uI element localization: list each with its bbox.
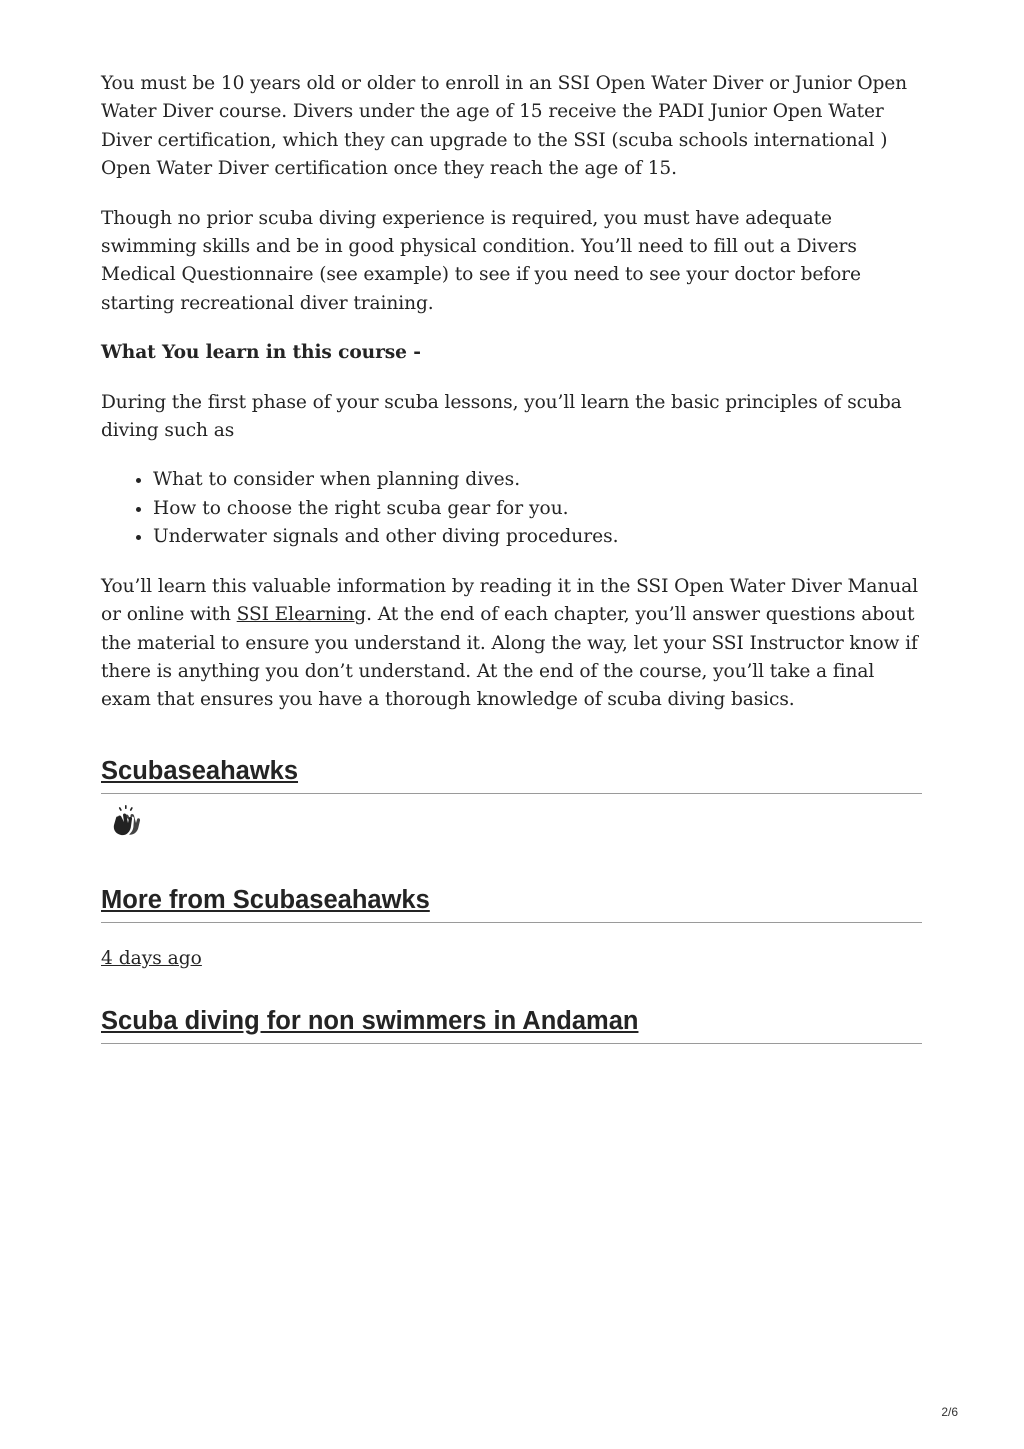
manual-paragraph-text-end: . At the end of each chapter, you’ll answer questions about the material to ensure you understand it. Along the way, let your SSI Instructor know if there is anything you don’t understand. At the end of the course, you’ll take a final exam that ensures you have a thorough knowledge of scuba diving basics. [101,604,918,711]
learn-heading: What You learn in this course - [101,342,421,364]
learn-list [101,466,922,551]
requirements-paragraph: Though no prior scuba diving experience is required, you must have adequate swimming skills and be in good physical condition. You’ll need to fill out a Divers Medical Questionnaire (see example) to see if you need to see your doctor before starting recreational diver training. [101,207,861,314]
more-from-heading [101,884,922,923]
intro-paragraph: You must be 10 years old or older to enroll in an SSI Open Water Diver or Junior Open Water Diver course. Divers under the age of 15 receive the PADI Junior Open Water Diver certification, which they can upgrade to the SSI (scuba schools international ) Open Water Diver certification once they reach the age of 15. [101,73,908,180]
post-date-link[interactable]: 4 days ago [101,947,202,969]
author-link[interactable]: Scubaseahawks [101,756,299,785]
page-number: 2/6 [941,1405,958,1419]
article-page [101,70,922,1044]
list-item: • Underwater signals and other diving procedures. [153,523,922,551]
clap-icon[interactable] [109,804,143,838]
manual-paragraph-text-start: You’ll learn this valuable information by reading it in the SSI Open Water Diver Manual or online with [101,575,918,626]
ssi-elearning-link[interactable]: SSI Elearning [236,604,367,626]
spacer [101,973,922,1005]
more-from-link[interactable]: More from Scubaseahawks [101,885,430,914]
post-title-link[interactable]: Scuba diving for non swimmers in Andaman [101,1006,639,1035]
list-item: • What to consider when planning dives. [153,466,922,494]
author-heading [101,755,922,794]
clap-area [101,794,922,884]
list-item: • How to choose the right scuba gear for you. [153,495,922,523]
spacer [101,923,922,945]
post-title-heading [101,1005,922,1044]
manual-paragraph [101,573,922,715]
first-phase-paragraph: During the first phase of your scuba lessons, you’ll learn the basic principles of scuba diving such as [101,391,902,442]
